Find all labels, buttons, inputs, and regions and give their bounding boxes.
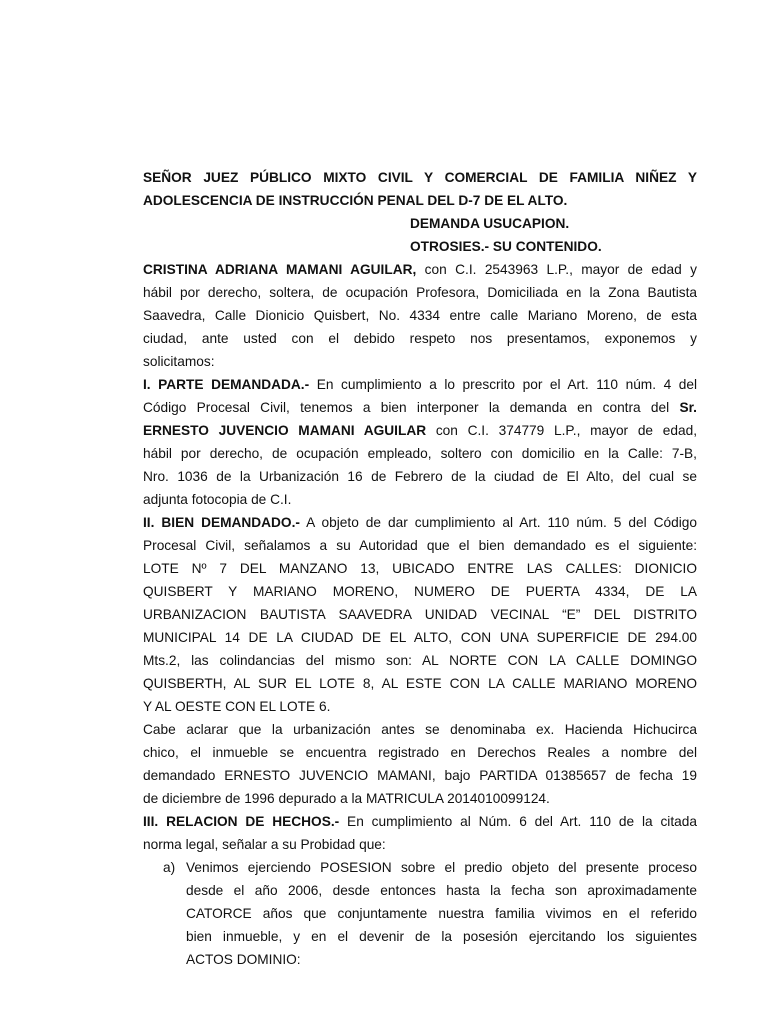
heading-otrosies: OTROSIES.- SU CONTENIDO. <box>410 239 602 254</box>
item-a-line-3: CATORCE años que conjuntamente nuestra familia vivimos en el referido <box>186 906 697 921</box>
section-2-para2-line-1: Cabe aclarar que la urbanización antes se denominaba ex. Hacienda Hichucirca <box>143 722 697 737</box>
section-2-line-3: LOTE Nº 7 DEL MANZANO 13, UBICADO ENTRE LAS CALLES: DIONICIO <box>143 561 697 576</box>
section-1-line-3-text: con C.I. 374779 L.P., mayor de edad, <box>426 423 698 438</box>
intro-line-3: Saavedra, Calle Dionicio Quisbert, No. 4334 entre calle Mariano Moreno, de esta <box>143 308 697 323</box>
section-1-line-2 <box>143 396 697 419</box>
item-a-line-5: ACTOS DOMINIO: <box>186 952 301 967</box>
section-1-title: I. PARTE DEMANDADA.- <box>143 377 310 392</box>
section-1-line-1 <box>143 373 697 396</box>
section-3-line-1 <box>143 810 697 833</box>
section-2-line-1-text: A objeto de dar cumplimiento al Art. 110 núm. 5 del Código <box>299 515 698 530</box>
defendant-name: ERNESTO JUVENCIO MAMANI AGUILAR <box>143 423 427 438</box>
section-2-line-5: URBANIZACION BAUTISTA SAAVEDRA UNIDAD VECINAL “E” DEL DISTRITO <box>143 607 697 622</box>
plaintiff-name: CRISTINA ADRIANA MAMANI AGUILAR, <box>143 262 417 277</box>
item-a-line-1: Venimos ejerciendo POSESION sobre el predio objeto del presente proceso <box>186 860 697 875</box>
item-a-line-2: desde el año 2006, desde entonces hasta la fecha son aproximadamente <box>186 883 697 898</box>
list-marker-a: a) <box>163 860 176 875</box>
section-1-line-6: adjunta fotocopia de C.I. <box>143 492 292 507</box>
section-1-line-2-bold: Sr. <box>679 400 697 415</box>
intro-line-4: ciudad, ante usted con el debido respeto nos presentamos, exponemos y <box>143 331 697 346</box>
heading-line-1: SEÑOR JUEZ PÚBLICO MIXTO CIVIL Y COMERCIAL DE FAMILIA NIÑEZ Y <box>143 170 697 185</box>
section-2-line-2: Procesal Civil, señalamos a su Autoridad que el bien demandado es el siguiente: <box>143 538 697 553</box>
section-3-line-1-text: En cumplimiento al Núm. 6 del Art. 110 de la citada <box>339 814 697 829</box>
section-1-line-4: hábil por derecho, de ocupación empleado, soltero con domicilio en la Calle: 7-B, <box>143 446 697 461</box>
section-1-line-2-text: Código Procesal Civil, tenemos a bien interponer la demanda en contra del <box>143 400 680 415</box>
section-2-line-1 <box>143 511 697 534</box>
section-3-line-2: norma legal, señalar a su Probidad que: <box>143 837 386 852</box>
section-2-line-4: QUISBERT Y MARIANO MORENO, NUMERO DE PUERTA 4334, DE LA <box>143 584 697 599</box>
section-2-para2-line-4: de diciembre de 1996 depurado a la MATRICULA 2014010099124. <box>143 791 550 806</box>
section-1-line-5: Nro. 1036 de la Urbanización 16 de Febrero de la ciudad de El Alto, del cual se <box>143 469 697 484</box>
section-3-title: III. RELACION DE HECHOS.- <box>143 814 340 829</box>
heading-demand-title: DEMANDA USUCAPION. <box>410 216 570 231</box>
intro-line-1 <box>143 258 697 281</box>
section-2-line-9: Y AL OESTE CON EL LOTE 6. <box>143 699 331 714</box>
item-a-line-4: bien inmueble, y en el devenir de la posesión ejercitando los siguientes <box>186 929 697 944</box>
intro-line-2: hábil por derecho, soltera, de ocupación Profesora, Domiciliada en la Zona Bautista <box>143 285 697 300</box>
intro-line-1-text: con C.I. 2543963 L.P., mayor de edad y <box>416 262 697 277</box>
intro-line-5: solicitamos: <box>143 354 215 369</box>
section-2-para2-line-2: chico, el inmueble se encuentra registrado en Derechos Reales a nombre del <box>143 745 697 760</box>
section-2-line-7: Mts.2, las colindancias del mismo son: AL NORTE CON LA CALLE DOMINGO <box>143 653 697 668</box>
section-2-para2-line-3: demandado ERNESTO JUVENCIO MAMANI, bajo PARTIDA 01385657 de fecha 19 <box>143 768 697 783</box>
heading-line-2: ADOLESCENCIA DE INSTRUCCIÓN PENAL DEL D-7 DE EL ALTO. <box>143 193 568 208</box>
section-2-line-8: QUISBERTH, AL SUR EL LOTE 8, AL ESTE CON LA CALLE MARIANO MORENO <box>143 676 697 691</box>
section-2-title: II. BIEN DEMANDADO.- <box>143 515 300 530</box>
section-1-line-3 <box>143 419 697 442</box>
section-2-line-6: MUNICIPAL 14 DE LA CIUDAD DE EL ALTO, CON UNA SUPERFICIE DE 294.00 <box>143 630 697 645</box>
section-1-line-1-text: En cumplimiento a lo prescrito por el Art. 110 núm. 4 del <box>309 377 697 392</box>
